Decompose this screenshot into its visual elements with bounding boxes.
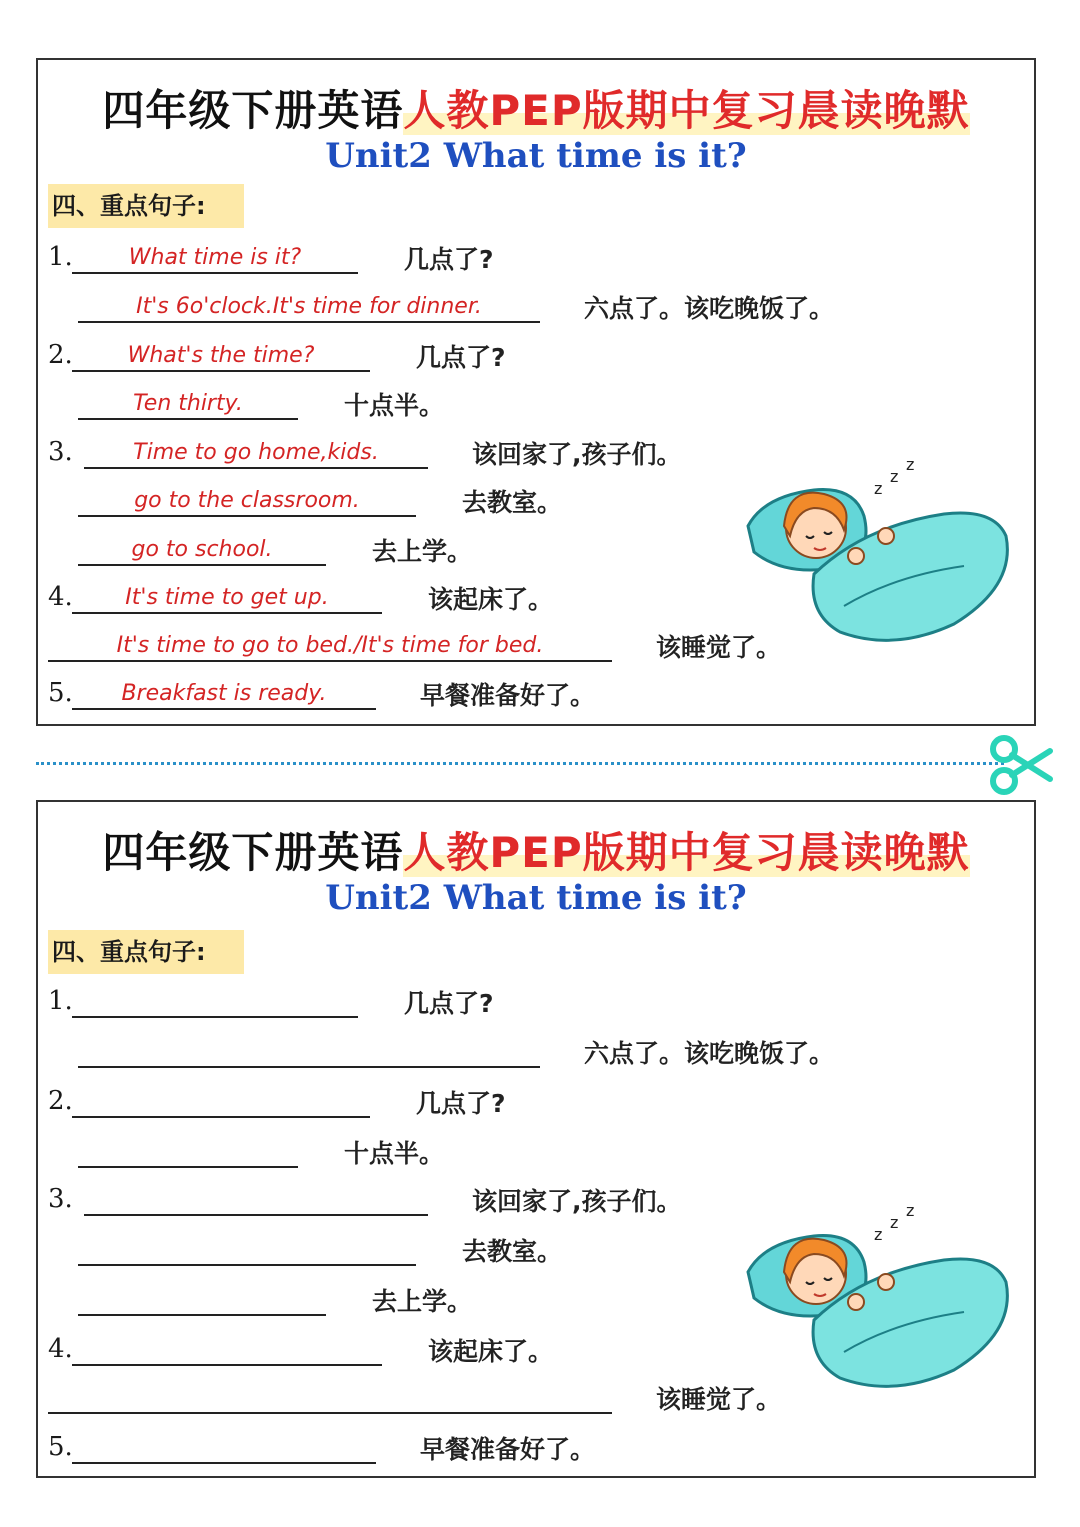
- answer-text: It's time to go to bed./It's time for bed.: [116, 633, 544, 658]
- answer-text: It's 6o'clock.It's time for dinner.: [136, 294, 482, 319]
- svg-text:z: z: [906, 456, 915, 474]
- svg-text:z: z: [890, 467, 899, 486]
- answer-blank[interactable]: [78, 481, 416, 517]
- answer-blank[interactable]: [72, 1082, 370, 1118]
- worksheet-title: [38, 820, 1034, 880]
- answer-blank[interactable]: [72, 982, 358, 1018]
- svg-text:z: z: [874, 1225, 883, 1244]
- chinese-meaning: 去上学。: [372, 537, 473, 566]
- chinese-meaning: 该起床了。: [428, 585, 554, 614]
- title-red-part: 人教PEP版期中复习晨读晚默: [403, 828, 970, 877]
- answer-blank[interactable]: [48, 1378, 612, 1414]
- title-black-part: 四年级下册英语: [102, 86, 404, 135]
- item-number: 3.: [48, 1184, 73, 1214]
- cut-line-divider: [36, 762, 1004, 765]
- svg-text:z: z: [890, 1213, 899, 1232]
- answer-blank[interactable]: [78, 1280, 326, 1316]
- answer-blank[interactable]: [78, 1132, 298, 1168]
- unit-subtitle: Unit2 What time is it?: [325, 136, 747, 176]
- answer-blank[interactable]: [78, 1032, 540, 1068]
- answer-text: What time is it?: [128, 245, 302, 270]
- item-number: 4.: [48, 1334, 73, 1364]
- chinese-meaning: 十点半。: [344, 1139, 445, 1168]
- chinese-meaning: 几点了?: [404, 245, 494, 274]
- item-number: 2.: [48, 340, 73, 370]
- worksheet-answer-key: [36, 58, 1036, 726]
- chinese-meaning: 该睡觉了。: [656, 633, 782, 662]
- sleeping-girl-illustration: [744, 456, 1016, 646]
- item-number: 5.: [48, 678, 73, 708]
- answer-blank[interactable]: [78, 287, 540, 323]
- chinese-meaning: 该起床了。: [428, 1337, 554, 1366]
- chinese-meaning: 该回家了,孩子们。: [472, 1187, 682, 1216]
- answer-text: It's time to get up.: [125, 585, 329, 610]
- answer-blank[interactable]: [48, 626, 612, 662]
- answer-blank[interactable]: [72, 1428, 376, 1464]
- chinese-meaning: 六点了。该吃晚饭了。: [584, 294, 835, 323]
- title-black-part: 四年级下册英语: [102, 828, 404, 877]
- answer-text: go to the classroom.: [134, 488, 360, 513]
- item-number: 2.: [48, 1086, 73, 1116]
- answer-blank[interactable]: [84, 1180, 428, 1216]
- answer-blank[interactable]: [78, 384, 298, 420]
- answer-text: Breakfast is ready.: [121, 681, 327, 706]
- answer-blank[interactable]: [72, 578, 382, 614]
- item-number: 3.: [48, 437, 73, 467]
- chinese-meaning: 该回家了,孩子们。: [472, 440, 682, 469]
- chinese-meaning: 几点了?: [416, 343, 506, 372]
- chinese-meaning: 该睡觉了。: [656, 1385, 782, 1414]
- svg-text:z: z: [874, 479, 883, 498]
- section-heading: 四、重点句子:: [48, 184, 244, 228]
- chinese-meaning: 去上学。: [372, 1287, 473, 1316]
- answer-text: Time to go home,kids.: [133, 440, 379, 465]
- chinese-meaning: 去教室。: [462, 488, 563, 517]
- item-number: 1.: [48, 986, 73, 1016]
- item-number: 1.: [48, 242, 73, 272]
- unit-subtitle: Unit2 What time is it?: [325, 878, 747, 918]
- chinese-meaning: 去教室。: [462, 1237, 563, 1266]
- chinese-meaning: 六点了。该吃晚饭了。: [584, 1039, 835, 1068]
- answer-blank[interactable]: [72, 674, 376, 710]
- title-red-part: 人教PEP版期中复习晨读晚默: [403, 86, 970, 135]
- answer-blank[interactable]: [84, 433, 428, 469]
- chinese-meaning: 早餐准备好了。: [420, 681, 596, 710]
- chinese-meaning: 几点了?: [404, 989, 494, 1018]
- sleeping-girl-illustration: [744, 1202, 1016, 1392]
- answer-blank[interactable]: [72, 336, 370, 372]
- answer-text: go to school.: [131, 537, 273, 562]
- item-number: 4.: [48, 582, 73, 612]
- answer-text: What's the time?: [127, 343, 315, 368]
- section-heading: 四、重点句子:: [48, 930, 244, 974]
- answer-blank[interactable]: [78, 530, 326, 566]
- worksheet-blank: [36, 800, 1036, 1478]
- answer-blank[interactable]: [78, 1230, 416, 1266]
- worksheet-title: [38, 78, 1034, 138]
- svg-text:z: z: [906, 1202, 915, 1220]
- answer-blank[interactable]: [72, 1330, 382, 1366]
- chinese-meaning: 几点了?: [416, 1089, 506, 1118]
- answer-text: Ten thirty.: [133, 391, 243, 416]
- scissors-icon: [988, 735, 1054, 795]
- chinese-meaning: 十点半。: [344, 391, 445, 420]
- chinese-meaning: 早餐准备好了。: [420, 1435, 596, 1464]
- item-number: 5.: [48, 1432, 73, 1462]
- answer-blank[interactable]: [72, 238, 358, 274]
